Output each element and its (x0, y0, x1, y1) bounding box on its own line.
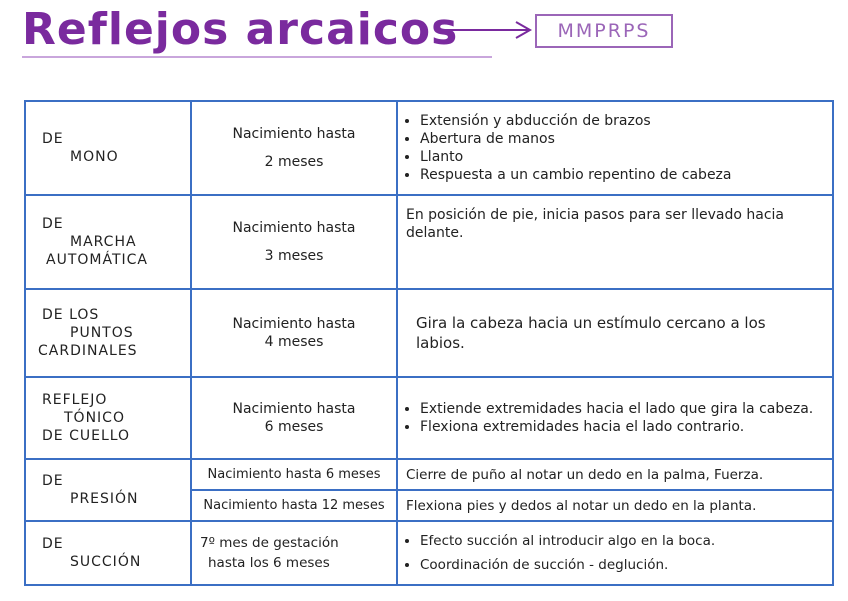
reflex-age (191, 195, 397, 289)
reflex-age (191, 521, 397, 585)
description-item: • Coordinación de succión - deglución. (420, 556, 824, 574)
reflex-name-line: PRESIÓN (70, 491, 139, 507)
reflex-table (24, 100, 834, 586)
reflex-name-line: DE (42, 536, 64, 552)
reflex-description (397, 289, 833, 377)
table-row (25, 521, 833, 585)
page-title: Reflejos arcaicos (22, 4, 459, 55)
age-line: 6 meses (264, 419, 324, 435)
reflex-description (397, 101, 833, 195)
age-line: 2 meses (264, 154, 324, 170)
reflex-name (25, 377, 191, 459)
reflex-age: Nacimiento hasta 12 meses (191, 490, 397, 521)
reflex-name-line: DE (42, 131, 64, 147)
description-item: • Respuesta a un cambio repentino de cabeza (420, 166, 824, 184)
age-line: hasta los 6 meses (208, 555, 330, 571)
table-row (25, 195, 833, 289)
age-line: Nacimiento hasta (232, 401, 356, 417)
arrow-right-icon (440, 18, 536, 42)
reflex-description (397, 521, 833, 585)
reflex-age (191, 289, 397, 377)
reflex-description (397, 195, 833, 289)
description-item: • Flexiona extremidades hacia el lado contrario. (420, 418, 824, 436)
reflex-description: Flexiona pies y dedos al notar un dedo en la planta. (397, 490, 833, 521)
description-text: Gira la cabeza hacia un estímulo cercano a los labios. (416, 314, 766, 352)
description-text: En posición de pie, inicia pasos para ser llevado hacia delante. (406, 207, 784, 241)
age-line: Nacimiento hasta (232, 126, 356, 142)
reflex-name (25, 289, 191, 377)
reflex-age: Nacimiento hasta 6 meses (191, 459, 397, 490)
reflex-name (25, 459, 191, 521)
reflex-name-line: PUNTOS (70, 325, 134, 341)
table-row (25, 101, 833, 195)
table-row (25, 377, 833, 459)
age-line: Nacimiento hasta (232, 316, 356, 332)
reflex-name-line: MARCHA (70, 234, 137, 250)
reflex-name-line: CARDINALES (38, 343, 138, 359)
description-item: • Extiende extremidades hacia el lado que gira la cabeza. (420, 400, 824, 418)
age-line: Nacimiento hasta (232, 220, 356, 236)
reflex-age (191, 377, 397, 459)
reflex-name-line: DE CUELLO (42, 428, 131, 444)
description-item: • Llanto (420, 148, 824, 166)
title-underline (22, 56, 492, 58)
reflex-name (25, 521, 191, 585)
tag-box: MMPRPS (535, 14, 673, 48)
age-line: 4 meses (264, 334, 324, 350)
reflex-name-line: DE (42, 216, 64, 232)
reflex-name-line: SUCCIÓN (70, 554, 142, 570)
reflex-name-line: DE (42, 473, 64, 489)
reflex-description: Cierre de puño al notar un dedo en la palma, Fuerza. (397, 459, 833, 490)
reflex-name-line: MONO (70, 149, 119, 165)
reflex-description (397, 377, 833, 459)
description-item: • Extensión y abducción de brazos (420, 112, 824, 130)
reflex-name-line: TÓNICO (64, 410, 125, 426)
age-line: 7º mes de gestación (200, 535, 339, 551)
table-row (25, 289, 833, 377)
table-row (25, 459, 833, 490)
reflex-name-line: DE LOS (42, 307, 100, 323)
description-item: • Efecto succión al introducir algo en la boca. (420, 532, 824, 550)
reflex-name (25, 101, 191, 195)
reflex-age (191, 101, 397, 195)
reflex-name-line: REFLEJO (42, 392, 108, 408)
age-line: 3 meses (264, 248, 324, 264)
reflex-name (25, 195, 191, 289)
description-item: • Abertura de manos (420, 130, 824, 148)
reflex-name-line: AUTOMÁTICA (46, 252, 148, 268)
